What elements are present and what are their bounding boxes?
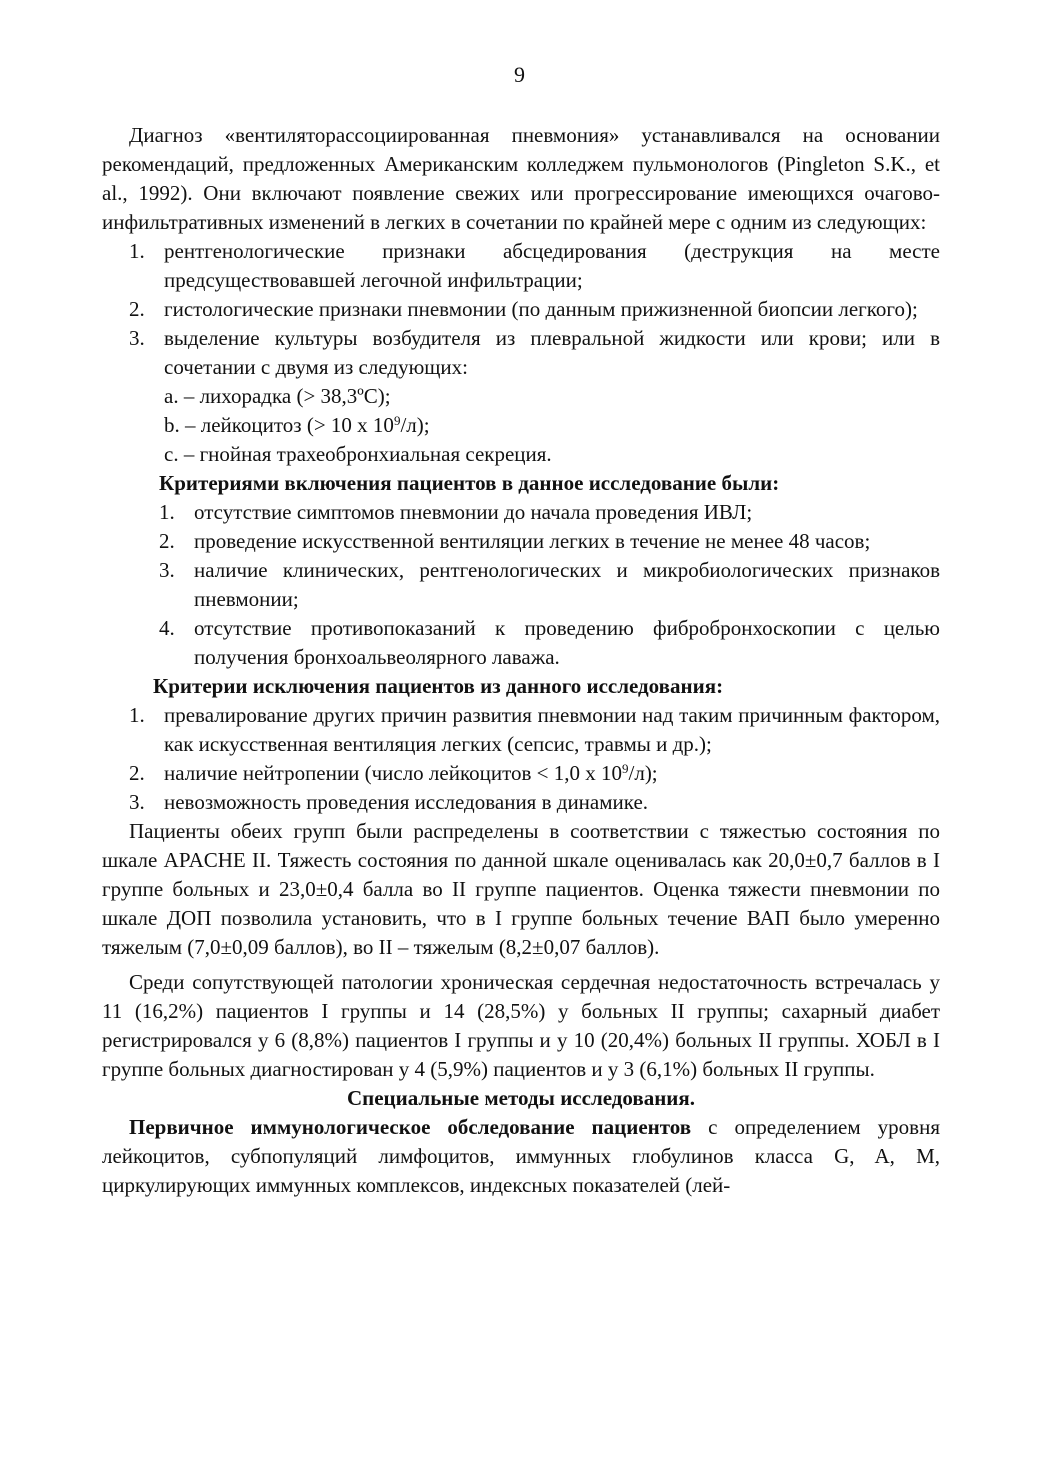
list-text: превалирование других причин развития пневмонии над таким причинным фактором, как искусственная вентиляция легких (сепсис, травмы и др.); (164, 703, 940, 756)
superscript: 9 (393, 413, 401, 428)
list-text: отсутствие симптомов пневмонии до начала проведения ИВЛ; (194, 500, 753, 524)
list-text: невозможность проведения исследования в динамике. (164, 790, 649, 814)
inclusion-criteria-list (102, 498, 940, 672)
list-number: 1. (159, 500, 175, 524)
sub-b-unit: /л); (400, 413, 430, 437)
immunology-paragraph (102, 1113, 940, 1200)
list-number: 4. (159, 616, 175, 640)
list-number: 1. (129, 239, 145, 263)
diagnosis-criteria-list (102, 237, 940, 382)
list-number: 3. (159, 558, 175, 582)
list-item (102, 324, 940, 382)
comorbidity-paragraph: Среди сопутствующей патологии хроническая сердечная недостаточность встречалась у 11 (16,2%) пациентов I группы и 14 (28,5%) у больных II группы; сахарный диабет регистрировался у 6 (8,8%) пациентов I группы и у 10 (20,4%) больных II группы. ХОБЛ в I группе больных диагностирован у 4 (5,9%) пациентов и у 3 (6,1%) больных II группы. (102, 970, 940, 1081)
list-text: выделение культуры возбудителя из плевральной жидкости или крови; или в сочетании с двумя из следующих: (164, 326, 940, 379)
list-item (102, 788, 940, 817)
bold-lead: Первичное иммунологическое обследование пациентов (129, 1115, 692, 1139)
list-item (102, 614, 940, 672)
page-content (102, 121, 940, 1200)
list-item (102, 237, 940, 295)
list-item (102, 759, 940, 788)
list-item (102, 701, 940, 759)
sub-criteria-b (102, 411, 940, 440)
list-number: 3. (129, 790, 145, 814)
list-number: 1. (129, 703, 145, 727)
list-item (102, 527, 940, 556)
list-text-unit: /л); (628, 761, 658, 785)
special-methods-heading: Специальные методы исследования. (346, 1086, 696, 1110)
inclusion-heading: Критериями включения пациентов в данное исследование были: (159, 471, 780, 495)
intro-paragraph: Диагноз «вентиляторассоциированная пневмония» устанавливался на основании рекомендаций, предложенных Американским колледжем пульмонологов (Pingleton S.K., et al., 1992). Они включают появление свежих или прогрессирование имеющихся очагово-инфильтративных изменений в легких в сочетании по крайней мере с одним из следующих: (102, 123, 940, 234)
list-text: гистологические признаки пневмонии (по данным прижизненной биопсии легкого); (164, 297, 918, 321)
list-text: проведение искусственной вентиляции легких в течение не менее 48 часов; (194, 529, 871, 553)
list-number: 2. (159, 529, 175, 553)
list-item (102, 295, 940, 324)
exclusion-heading: Критерии исключения пациентов из данного исследования: (153, 674, 724, 698)
paragraph-text: с определением уровня лейкоцитов, субпопуляций лимфоцитов, иммунных глобулинов класса G, A, M, циркулирующих иммунных комплексов, индексных показателей (лей- (102, 1115, 940, 1197)
list-number: 3. (129, 326, 145, 350)
list-text: наличие клинических, рентгенологических и микробиологических признаков пневмонии; (194, 558, 940, 611)
list-item (102, 556, 940, 614)
list-text: отсутствие противопоказаний к проведению фибробронхоскопии с целью получения бронхоальвеолярного лаважа. (194, 616, 940, 669)
superscript: 9 (622, 761, 629, 776)
list-text: рентгенологические признаки абсцедирования (деструкция на месте предсуществовавшей легочной инфильтрации; (164, 239, 940, 292)
list-number: 2. (129, 297, 145, 321)
list-text: наличие нейтропении (число лейкоцитов < 1,0 х 10 (164, 761, 622, 785)
apache-paragraph: Пациенты обеих групп были распределены в соответствии с тяжестью состояния по шкале APACHE II. Тяжесть состояния по данной шкале оценивалась как 20,0±0,7 баллов в I группе больных и 23,0±0,4 балла во II группе пациентов. Оценка тяжести пневмонии по шкале ДОП позволила установить, что в I группе больных течение ВАП было умеренно тяжелым (7,0±0,09 баллов), во II – тяжелым (8,2±0,07 баллов). (102, 819, 940, 959)
sub-b-text: b. – лейкоцитоз (> 10 х 10 (164, 413, 394, 437)
sub-criteria-c: c. – гнойная трахеобронхиальная секреция. (164, 442, 552, 466)
sub-criteria-a: a. – лихорадка (> 38,3ºС); (164, 384, 391, 408)
page-number: 9 (514, 62, 525, 87)
list-number: 2. (129, 761, 145, 785)
exclusion-criteria-list (102, 701, 940, 817)
list-item (102, 498, 940, 527)
